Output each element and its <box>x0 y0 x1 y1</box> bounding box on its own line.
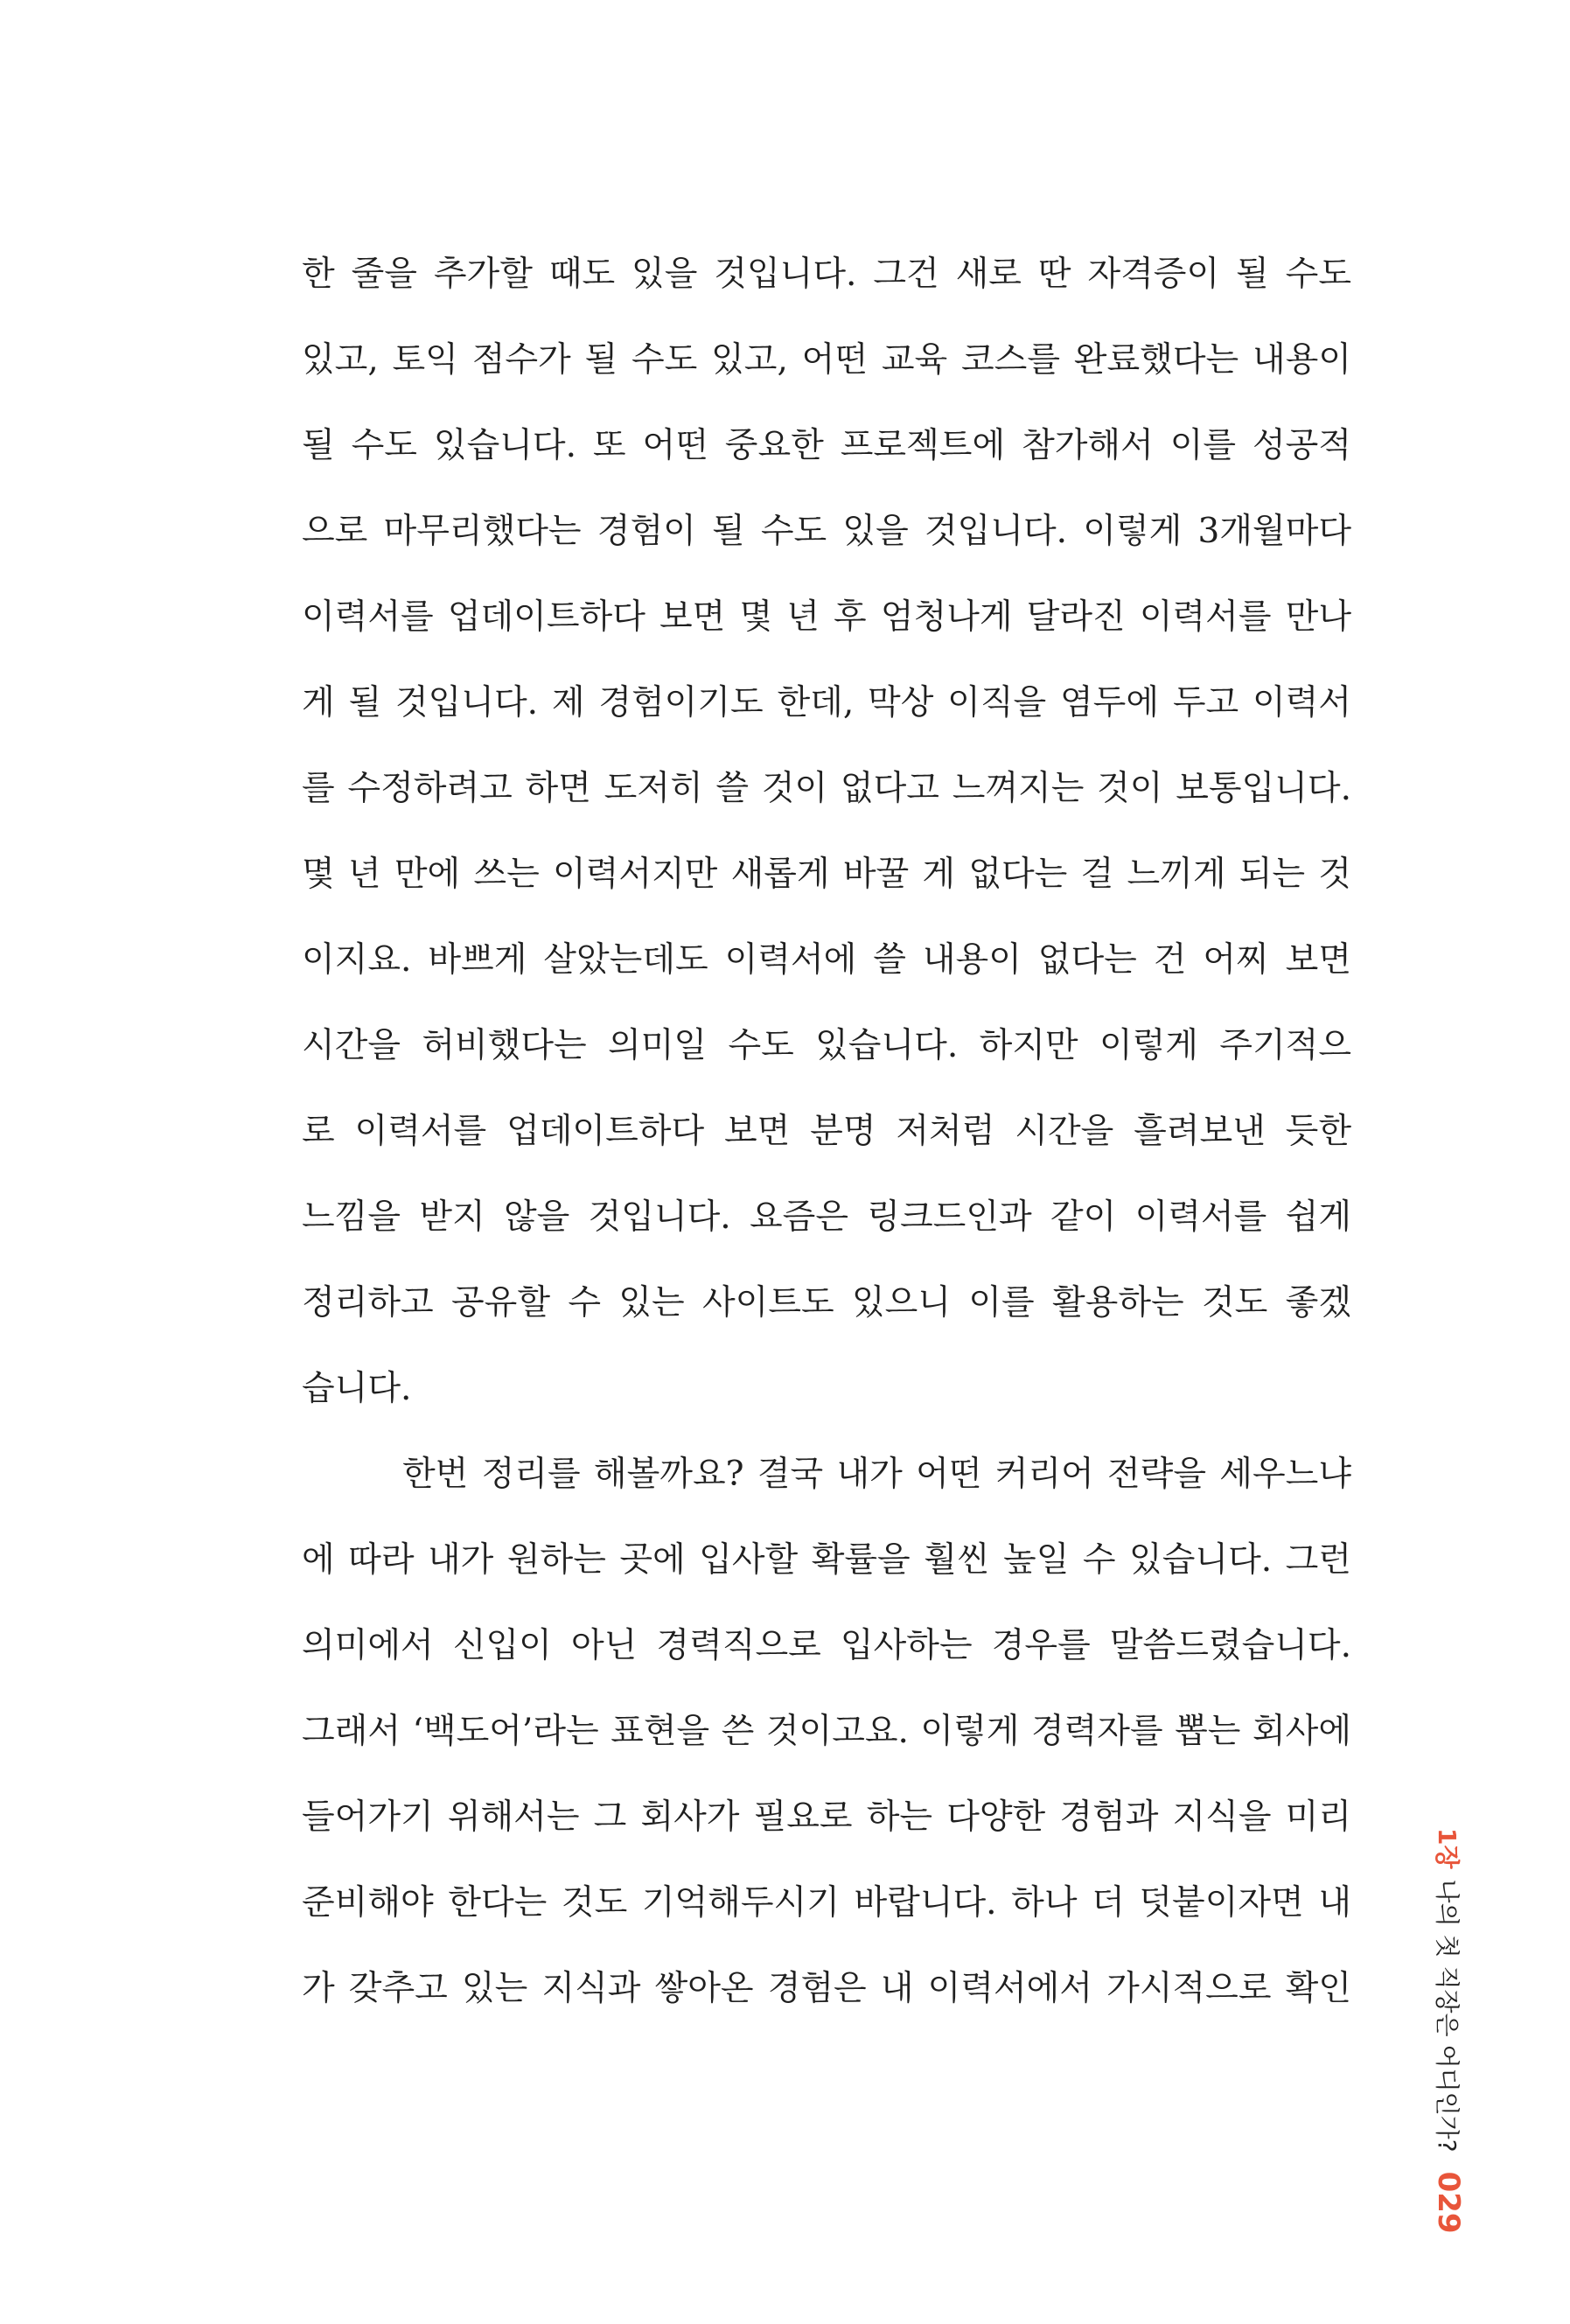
text-line: 를 수정하려고 하면 도저히 쓸 것이 없다고 느껴지는 것이 보통입니다. <box>302 769 1351 808</box>
text-line: 준비해야 한다는 것도 기억해두시기 바랍니다. 하나 더 덧붙이자면 내 <box>302 1883 1351 1923</box>
chapter-sidebar-rotated <box>1427 1828 1469 2234</box>
text-line: 있고, 토익 점수가 될 수도 있고, 어떤 교육 코스를 완료했다는 내용이 <box>302 340 1351 380</box>
text-line: 게 될 것입니다. 제 경험이기도 한데, 막상 이직을 염두에 두고 이력서 <box>302 683 1351 722</box>
text-line: 한번 정리를 해볼까요? 결국 내가 어떤 커리어 전략을 세우느냐 <box>402 1455 1351 1494</box>
text-line: 그래서 ‘백도어’라는 표현을 쓴 것이고요. 이렇게 경력자를 뽑는 회사에 <box>302 1712 1351 1751</box>
text-line: 에 따라 내가 원하는 곳에 입사할 확률을 훨씬 높일 수 있습니다. 그런 <box>302 1540 1351 1580</box>
text-line: 느낌을 받지 않을 것입니다. 요즘은 링크드인과 같이 이력서를 쉽게 <box>302 1197 1351 1237</box>
text-line: 이력서를 업데이트하다 보면 몇 년 후 엄청나게 달라진 이력서를 만나 <box>302 597 1351 637</box>
chapter-number: 1장 <box>1433 1828 1462 1869</box>
text-line: 가 갖추고 있는 지식과 쌓아온 경험은 내 이력서에서 가시적으로 확인 <box>302 1969 1351 2008</box>
text-line: 한 줄을 추가할 때도 있을 것입니다. 그건 새로 딴 자격증이 될 수도 <box>302 255 1351 294</box>
text-line: 으로 마무리했다는 경험이 될 수도 있을 것입니다. 이렇게 3개월마다 <box>302 512 1351 551</box>
text-line: 이지요. 바쁘게 살았는데도 이력서에 쓸 내용이 없다는 건 어찌 보면 <box>302 940 1351 980</box>
text-line: 몇 년 만에 쓰는 이력서지만 새롭게 바꿀 게 없다는 걸 느끼게 되는 것 <box>302 855 1351 894</box>
text-line: 습니다. <box>302 1369 412 1408</box>
text-line: 의미에서 신입이 아닌 경력직으로 입사하는 경우를 말씀드렸습니다. <box>302 1626 1351 1665</box>
text-line: 들어가기 위해서는 그 회사가 필요로 하는 다양한 경험과 지식을 미리 <box>302 1797 1351 1837</box>
text-line: 될 수도 있습니다. 또 어떤 중요한 프로젝트에 참가해서 이를 성공적 <box>302 426 1351 465</box>
body-text <box>302 232 1351 2032</box>
text-line: 로 이력서를 업데이트하다 보면 분명 저처럼 시간을 흘려보낸 듯한 <box>302 1112 1351 1151</box>
page-number: 029 <box>1431 2171 1466 2234</box>
chapter-title: 나의 첫 직장은 어디인가? <box>1433 1879 1462 2153</box>
chapter-sidebar <box>1427 1828 1469 2234</box>
text-line: 정리하고 공유할 수 있는 사이트도 있으니 이를 활용하는 것도 좋겠 <box>302 1283 1351 1323</box>
text-line: 시간을 허비했다는 의미일 수도 있습니다. 하지만 이렇게 주기적으 <box>302 1026 1351 1065</box>
